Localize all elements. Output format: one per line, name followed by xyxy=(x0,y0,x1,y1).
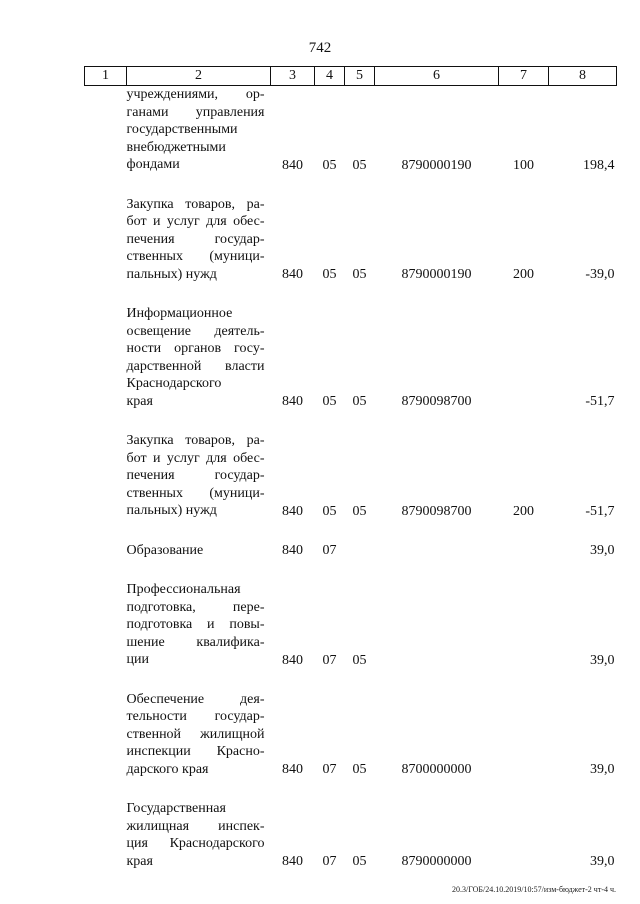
name-line: ция Краснодарского xyxy=(126,836,265,851)
cell-c7 xyxy=(499,542,549,560)
column-header-5: 5 xyxy=(345,67,375,86)
cell-c6 xyxy=(375,581,499,669)
cell-c4: 07 xyxy=(322,543,337,558)
cell-c3: 840 xyxy=(282,762,303,777)
name-line: края xyxy=(126,853,153,869)
cell-c4: 05 xyxy=(322,267,337,282)
column-header-2: 2 xyxy=(127,67,271,86)
spacer-cell xyxy=(85,669,617,691)
cell-c7: 200 xyxy=(513,503,534,519)
cell-c5: 05 xyxy=(352,503,367,519)
budget-table xyxy=(84,66,617,870)
row-spacer xyxy=(85,559,617,581)
cell-c8: -51,7 xyxy=(585,503,615,519)
name-line: ственных (муници- xyxy=(126,485,265,501)
name-line: дарственной власти xyxy=(126,358,265,374)
spacer-cell xyxy=(85,559,617,581)
cell-c6 xyxy=(375,542,499,560)
spacer-cell xyxy=(85,778,617,800)
cell-c8: 39,0 xyxy=(590,762,615,777)
cell-c3: 840 xyxy=(282,394,303,409)
name-line: Закупка товаров, ра- xyxy=(126,433,265,448)
row-spacer xyxy=(85,520,617,542)
cell-name xyxy=(127,305,271,410)
table-row xyxy=(85,196,617,284)
name-line: ственных (муници- xyxy=(126,249,265,264)
cell-empty xyxy=(85,305,127,410)
column-header-3: 3 xyxy=(271,67,315,86)
cell-empty xyxy=(85,800,127,870)
row-spacer xyxy=(85,669,617,691)
cell-empty xyxy=(85,86,127,174)
table-row xyxy=(85,432,617,520)
spacer-cell xyxy=(85,283,617,305)
cell-c4: 05 xyxy=(322,157,337,173)
cell-c6: 8790098700 xyxy=(401,503,472,519)
name-line: Государственная xyxy=(126,801,226,816)
row-spacer xyxy=(85,283,617,305)
cell-c7: 200 xyxy=(513,267,534,282)
cell-c4: 05 xyxy=(322,503,337,519)
cell-c5: 05 xyxy=(352,394,367,409)
cell-c8: 39,0 xyxy=(590,652,615,668)
cell-c5: 05 xyxy=(352,157,367,173)
cell-empty xyxy=(85,542,127,560)
name-line: печения государ- xyxy=(126,468,265,483)
column-header-1: 1 xyxy=(85,67,127,86)
cell-c8: -39,0 xyxy=(585,267,615,282)
table-header-row xyxy=(85,67,617,86)
cell-c3: 840 xyxy=(282,652,303,668)
cell-name xyxy=(127,581,271,669)
cell-c6: 8790000190 xyxy=(401,157,472,173)
table-row xyxy=(85,542,617,560)
name-line: жилищная инспек- xyxy=(126,818,265,834)
row-spacer xyxy=(85,410,617,432)
name-line: Закупка товаров, ра- xyxy=(126,196,265,212)
cell-name xyxy=(127,432,271,520)
column-header-6: 6 xyxy=(375,67,499,86)
cell-c4: 07 xyxy=(322,652,337,668)
name-line: дарского края xyxy=(126,761,209,777)
footer-stamp: 20.3/ГОБ/24.10.2019/10:57/изм-бюджет-2 чт-4 ч. xyxy=(451,885,616,894)
table-row xyxy=(85,305,617,410)
cell-c6: 8790000000 xyxy=(401,854,472,869)
name-line: края xyxy=(126,393,153,409)
name-line: государственными xyxy=(126,122,238,137)
spacer-cell xyxy=(85,410,617,432)
column-header-8: 8 xyxy=(549,67,617,86)
cell-c3: 840 xyxy=(282,543,303,558)
cell-c6: 8700000000 xyxy=(401,762,472,777)
name-line: Профессиональная xyxy=(126,582,241,597)
cell-name xyxy=(127,691,271,779)
cell-c4: 07 xyxy=(322,762,337,777)
cell-name xyxy=(127,86,271,174)
cell-c8: 39,0 xyxy=(590,854,615,869)
cell-c8: 198,4 xyxy=(583,157,615,173)
spacer-cell xyxy=(85,174,617,196)
name-line: освещение деятель- xyxy=(126,323,265,339)
cell-empty xyxy=(85,581,127,669)
cell-c5: 05 xyxy=(352,854,367,869)
name-line: внебюджетными xyxy=(126,139,226,155)
row-spacer xyxy=(85,174,617,196)
cell-empty xyxy=(85,432,127,520)
name-line: бот и услуг для обес- xyxy=(126,214,265,229)
name-line: Образование xyxy=(126,542,204,558)
table-row xyxy=(85,800,617,870)
name-line: подготовка и повы- xyxy=(126,617,265,632)
cell-c4: 07 xyxy=(322,854,337,869)
cell-c5: 05 xyxy=(352,652,367,668)
cell-c5: 05 xyxy=(352,762,367,777)
name-line: Обеспечение дея- xyxy=(126,691,265,707)
column-header-7: 7 xyxy=(499,67,549,86)
name-line: пальных) нужд xyxy=(126,503,217,518)
cell-c8: -51,7 xyxy=(585,394,615,409)
name-line: ции xyxy=(126,652,149,667)
cell-empty xyxy=(85,691,127,779)
cell-c5: 05 xyxy=(352,267,367,282)
cell-c6: 8790098700 xyxy=(401,394,472,409)
cell-c3: 840 xyxy=(282,503,303,519)
name-line: фондами xyxy=(126,157,180,172)
name-line: учреждениями, ор- xyxy=(126,87,265,102)
cell-c3: 840 xyxy=(282,157,303,173)
cell-c7 xyxy=(499,691,549,779)
cell-c7: 100 xyxy=(513,157,534,173)
cell-name xyxy=(127,542,271,560)
cell-name xyxy=(127,196,271,284)
cell-c8: 39,0 xyxy=(590,543,615,558)
cell-c4: 05 xyxy=(322,394,337,409)
column-header-4: 4 xyxy=(315,67,345,86)
name-line: бот и услуг для обес- xyxy=(126,450,265,466)
cell-c3: 840 xyxy=(282,854,303,869)
spacer-cell xyxy=(85,520,617,542)
cell-c7 xyxy=(499,305,549,410)
name-line: подготовка, пере- xyxy=(126,599,265,615)
cell-name xyxy=(127,800,271,870)
name-line: Информационное xyxy=(126,306,233,321)
name-line: шение квалифика- xyxy=(126,634,265,650)
cell-c7 xyxy=(499,800,549,870)
cell-c6: 8790000190 xyxy=(401,267,472,282)
name-line: Краснодарского xyxy=(126,376,222,391)
name-line: пальных) нужд xyxy=(126,266,217,282)
row-spacer xyxy=(85,778,617,800)
cell-c5 xyxy=(345,542,375,560)
name-line: тельности государ- xyxy=(126,709,265,724)
table-row xyxy=(85,86,617,174)
cell-empty xyxy=(85,196,127,284)
cell-c3: 840 xyxy=(282,267,303,282)
name-line: печения государ- xyxy=(126,231,265,247)
name-line: ственной жилищной xyxy=(126,726,265,742)
name-line: ности органов госу- xyxy=(126,341,265,356)
cell-c7 xyxy=(499,581,549,669)
table-body xyxy=(85,86,617,871)
table-row xyxy=(85,691,617,779)
name-line: инспекции Красно- xyxy=(126,744,265,759)
page-number: 742 xyxy=(308,40,332,56)
name-line: ганами управления xyxy=(126,104,265,120)
table-row xyxy=(85,581,617,669)
